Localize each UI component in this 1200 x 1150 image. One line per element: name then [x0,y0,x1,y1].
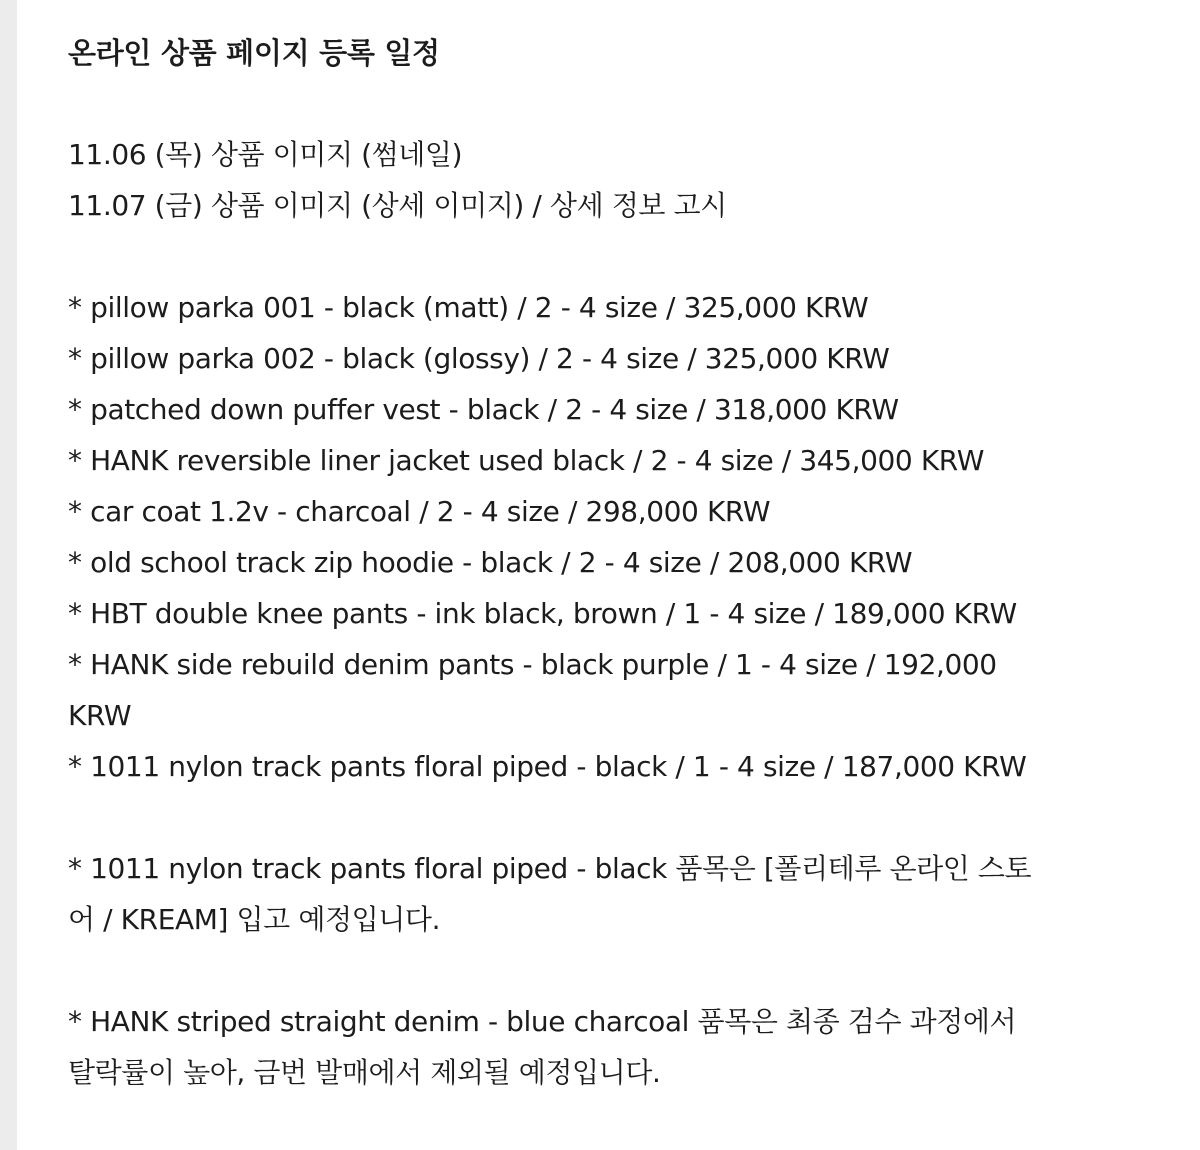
product-line-6: * old school track zip hoodie - black / 2 - 4 size / 208,000 KRW [68,546,913,579]
product-line-8-wrap: KRW [68,699,132,732]
product-line-5: * car coat 1.2v - charcoal / 2 - 4 size / 298,000 KRW [68,495,771,528]
product-line-3: * patched down puffer vest - black / 2 - 4 size / 318,000 KRW [68,393,899,426]
note-2-line-1: * HANK striped straight denim - blue charcoal 품목은 최종 검수 과정에서 [68,1005,1017,1038]
product-line-2: * pillow parka 002 - black (glossy) / 2 - 4 size / 325,000 KRW [68,342,890,375]
schedule-line-1: 11.06 (목) 상품 이미지 (썸네일) [68,138,463,171]
product-line-1: * pillow parka 001 - black (matt) / 2 - 4 size / 325,000 KRW [68,291,869,324]
left-edge-strip [0,0,17,1150]
note-1-line-2: 어 / KREAM] 입고 예정입니다. [68,903,441,936]
product-line-8: * HANK side rebuild denim pants - black purple / 1 - 4 size / 192,000 [68,648,997,681]
product-line-4: * HANK reversible liner jacket used black / 2 - 4 size / 345,000 KRW [68,444,984,477]
note-1-line-1: * 1011 nylon track pants floral piped - black 품목은 [폴리테루 온라인 스토 [68,852,1032,885]
notice-title: 온라인 상품 페이지 등록 일정 [68,36,440,70]
product-line-9: * 1011 nylon track pants floral piped - black / 1 - 4 size / 187,000 KRW [68,750,1027,783]
schedule-line-2: 11.07 (금) 상품 이미지 (상세 이미지) / 상세 정보 고시 [68,189,727,222]
product-line-7: * HBT double knee pants - ink black, brown / 1 - 4 size / 189,000 KRW [68,597,1017,630]
note-2-line-2: 탈락률이 높아, 금번 발매에서 제외될 예정입니다. [68,1056,661,1089]
